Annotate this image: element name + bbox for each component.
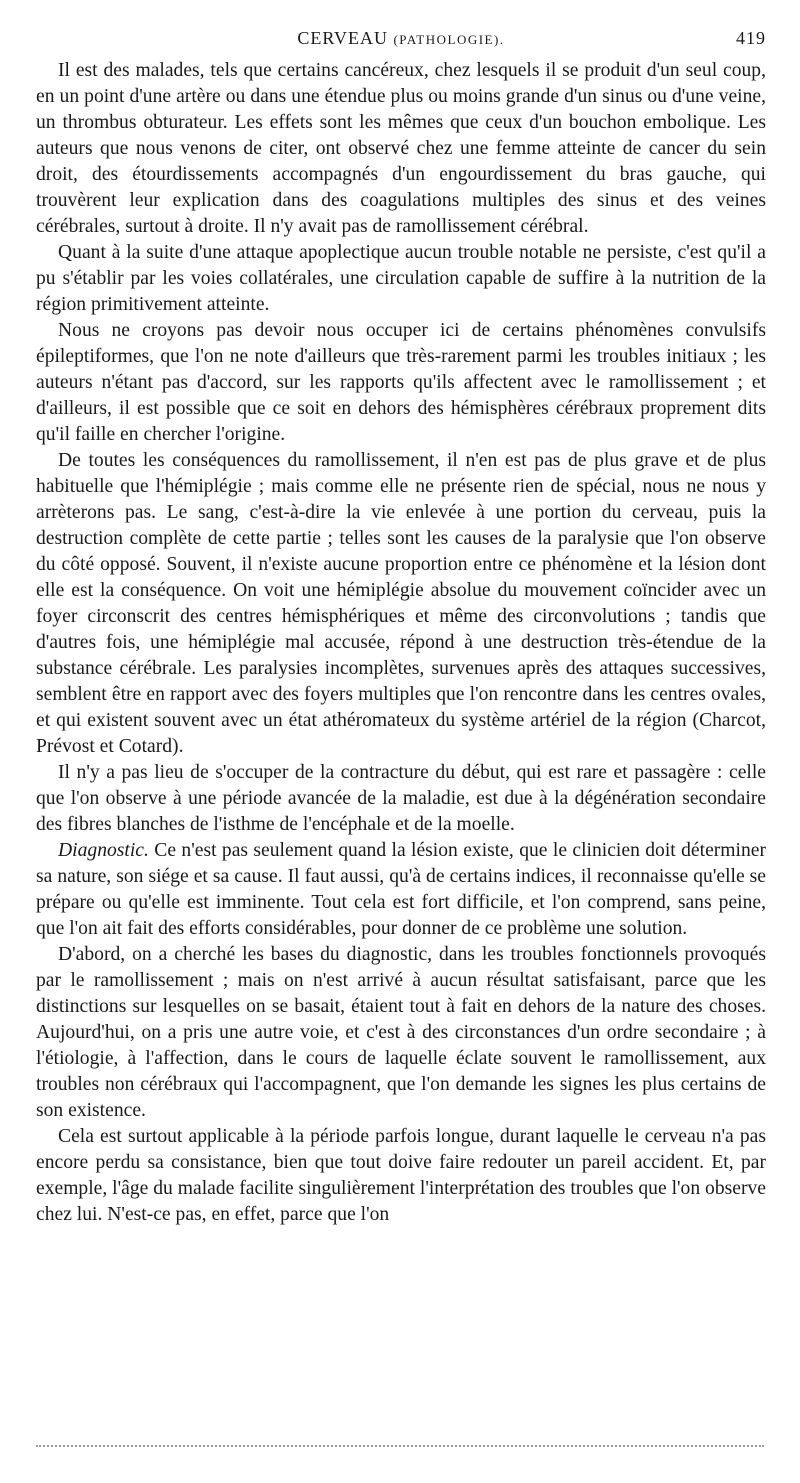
section-lead-diagnostic: Diagnostic.	[58, 840, 149, 861]
paragraph-2: Quant à la suite d'une attaque apoplectique aucun trouble notable ne persiste, c'est qu'il a pu s'établir par les voies collatérales, une circulation capable de suffire à la nutrition de la région primitivement atteinte.	[36, 242, 766, 315]
paragraph-3: Nous ne croyons pas devoir nous occuper ici de certains phénomènes convulsifs épileptiformes, que l'on ne note d'ailleurs que très-rarement parmi les troubles initiaux ; les auteurs n'étant pas d'accord, sur les rapports qu'ils affectent avec le ramollissement ; et d'ailleurs, il est possible que ce soit en dehors des hémisphères cérébraux proprement dits qu'il faille en chercher l'origine.	[36, 320, 766, 445]
running-head-sub: (PATHOLOGIE).	[393, 32, 505, 47]
running-head-title	[36, 28, 766, 49]
paragraph-6-diagnostic	[36, 838, 766, 942]
footer-dotted-rule	[36, 1445, 764, 1447]
body-text	[36, 58, 766, 1228]
paragraph-8: Cela est surtout applicable à la période parfois longue, durant laquelle le cerveau n'a pas encore perdu sa consistance, bien que tout doive faire redouter un pareil accident. Et, par exemple, l'âge du malade facilite singulièrement l'interprétation des troubles que l'on observe chez lui. N'est-ce pas, en effet, parce que l'on	[36, 1126, 766, 1225]
book-page	[36, 28, 766, 1228]
paragraph-7: D'abord, on a cherché les bases du diagnostic, dans les troubles fonctionnels provoqués par le ramollissement ; mais on n'est arrivé à aucun résultat satisfaisant, parce que les distinctions sur lesquelles on se basait, étaient tout à fait en dehors de la nature des choses. Aujourd'hui, on a pris une autre voie, et c'est à des circonstances d'un ordre secondaire ; à l'étiologie, à l'affection, dans le cours de laquelle éclate souvent le ramollissement, aux troubles non cérébraux qui l'accompagnent, que l'on demande les signes les plus certains de son existence.	[36, 944, 766, 1121]
paragraph-4: De toutes les conséquences du ramollissement, il n'en est pas de plus grave et de plus habituelle que l'hémiplégie ; mais comme elle ne présente rien de spécial, nous ne nous y arrèterons pas. Le sang, c'est-à-dire la vie enlevée à une portion du cerveau, puis la destruction complète de cette partie ; telles sont les causes de la paralysie que l'on observe du côté opposé. Souvent, il n'existe aucune proportion entre ce phénomène et la lésion dont elle est la conséquence. On voit une hémiplégie absolue du mouvement coïncider avec un foyer circonscrit des centres hémisphériques et même des circonvolutions ; tandis que d'autres fois, une hémiplégie mal accusée, répond à une destruction très-étendue de la substance cérébrale. Les paralysies incomplètes, survenues après des attaques successives, semblent être en rapport avec des foyers multiples que l'on rencontre dans les centres ovales, et qui existent souvent avec un état athéromateux du système artériel de la région (Charcot, Prévost et Cotard).	[36, 450, 766, 757]
paragraph-5: Il n'y a pas lieu de s'occuper de la contracture du début, qui est rare et passagère : celle que l'on observe à une période avancée de la maladie, est due à la dégénération secondaire des fibres blanches de l'isthme de l'encéphale et de la moelle.	[36, 762, 766, 835]
running-head-main: CERVEAU	[297, 28, 388, 48]
paragraph-1: Il est des malades, tels que certains cancéreux, chez lesquels il se produit d'un seul coup, en un point d'une artère ou dans une étendue plus ou moins grande d'un sinus ou d'une veine, un thrombus obturateur. Les effets sont les mêmes que ceux d'un bouchon embolique. Les auteurs que nous venons de citer, ont observé chez une femme atteinte de cancer du sein droit, des étourdissements accompagnés d'un engourdissement du bras gauche, qui trouvèrent leur explication dans des coagulations multiples des sinus et des veines cérébrales, surtout à droite. Il n'y avait pas de ramollissement cérébral.	[36, 60, 766, 237]
page-number: 419	[736, 28, 766, 48]
paragraph-6-text: Ce n'est pas seulement quand la lésion existe, que le clinicien doit déterminer sa nature, son siége et sa cause. Il faut aussi, qu'à de certains indices, il reconnaisse qu'elle se prépare ou qu'elle est imminente. Tout cela est fort difficile, et l'on comprend, sans peine, que l'on ait fait des efforts considérables, pour donner de ce problème une solution.	[36, 840, 766, 939]
running-head	[36, 28, 766, 58]
